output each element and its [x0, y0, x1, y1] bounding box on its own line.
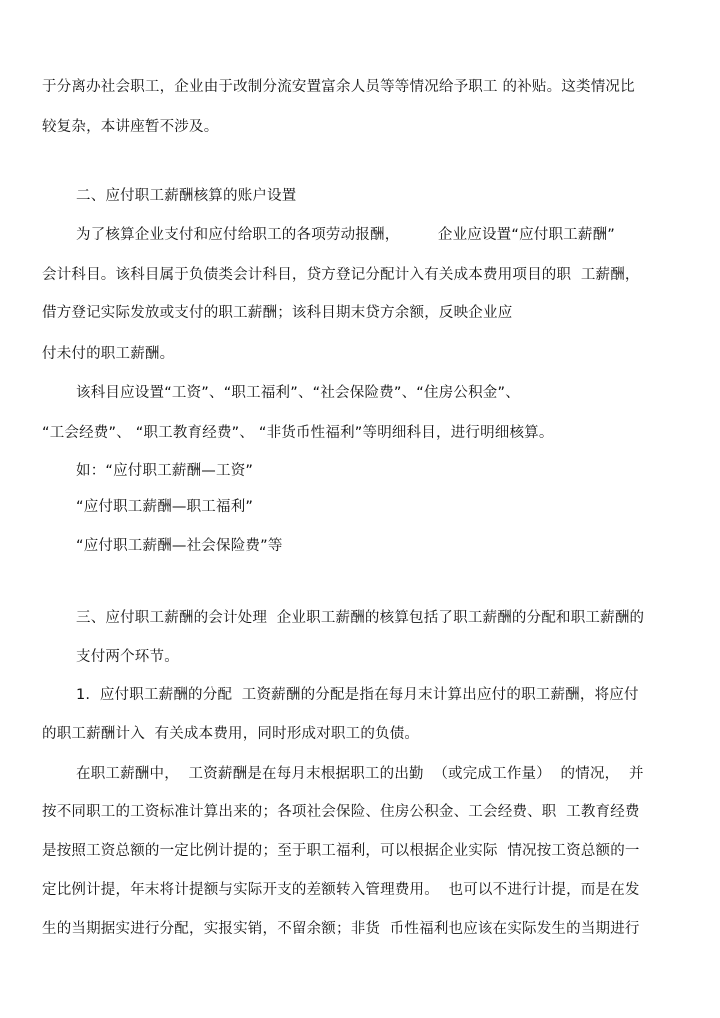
text-line: 付未付的职工薪酬。	[42, 346, 175, 362]
section-heading: 二、应付职工薪酬核算的账户设置	[76, 188, 297, 204]
text-line: 支付两个环节。	[76, 649, 179, 665]
text-line: 按不同职工的工资标准计算出来的；各项社会保险、住房公积金、工会经费、职 工教育经费	[42, 804, 640, 820]
text-line: 较复杂，本讲座暂不涉及。	[42, 119, 219, 135]
text-line: 定比例计提，年末将计提额与实际开支的差额转入管理费用。 也可以不进行计提，而是在发	[42, 882, 640, 898]
example-line: “应付职工薪酬—职工福利”	[76, 499, 254, 515]
text-line: 的职工薪酬计入 有关成本费用，同时形成对职工的负债。	[42, 726, 420, 742]
text-line: 于分离办社会职工，企业由于改制分流安置富余人员等等情况给予职工 的补贴。这类情况比	[42, 79, 635, 95]
example-line: “应付职工薪酬—社会保险费”等	[76, 538, 283, 554]
text-line: 1. 应付职工薪酬的分配 工资薪酬的分配是指在每月末计算出应付的职工薪酬，将应付	[76, 687, 639, 703]
example-line: 如：“应付职工薪酬—工资”	[76, 463, 254, 479]
text-line: 借方登记实际发放或支付的职工薪酬；该科目期末贷方余额，反映企业应	[42, 305, 513, 321]
text-line: 为了核算企业支付和应付给职工的各项劳动报酬， 企业应设置“应付职工薪酬”	[76, 227, 615, 243]
text-line: “工会经费”、 “职工教育经费”、 “非货币性福利”等明细科目，进行明细核算。	[42, 425, 554, 441]
text-line: 在职工薪酬中， 工资薪酬是在每月末根据职工的出勤 （或完成工作量） 的情况， 并	[76, 766, 644, 782]
section-heading: 三、应付职工薪酬的会计处理 企业职工薪酬的核算包括了职工薪酬的分配和职工薪酬的	[76, 610, 645, 626]
text-line: 该科目应设置“工资”、“职工福利”、“社会保险费”、“住房公积金”、	[76, 385, 520, 401]
text-line: 生的当期据实进行分配，实报实销，不留余额；非货 币性福利也应该在实际发生的当期进行	[42, 921, 640, 937]
text-line: 是按照工资总额的一定比例计提的；至于职工福利，可以根据企业实际 情况按工资总额的一	[42, 843, 640, 859]
text-line: 会计科目。该科目属于负债类会计科目，贷方登记分配计入有关成本费用项目的职 工薪酬，	[42, 267, 640, 283]
